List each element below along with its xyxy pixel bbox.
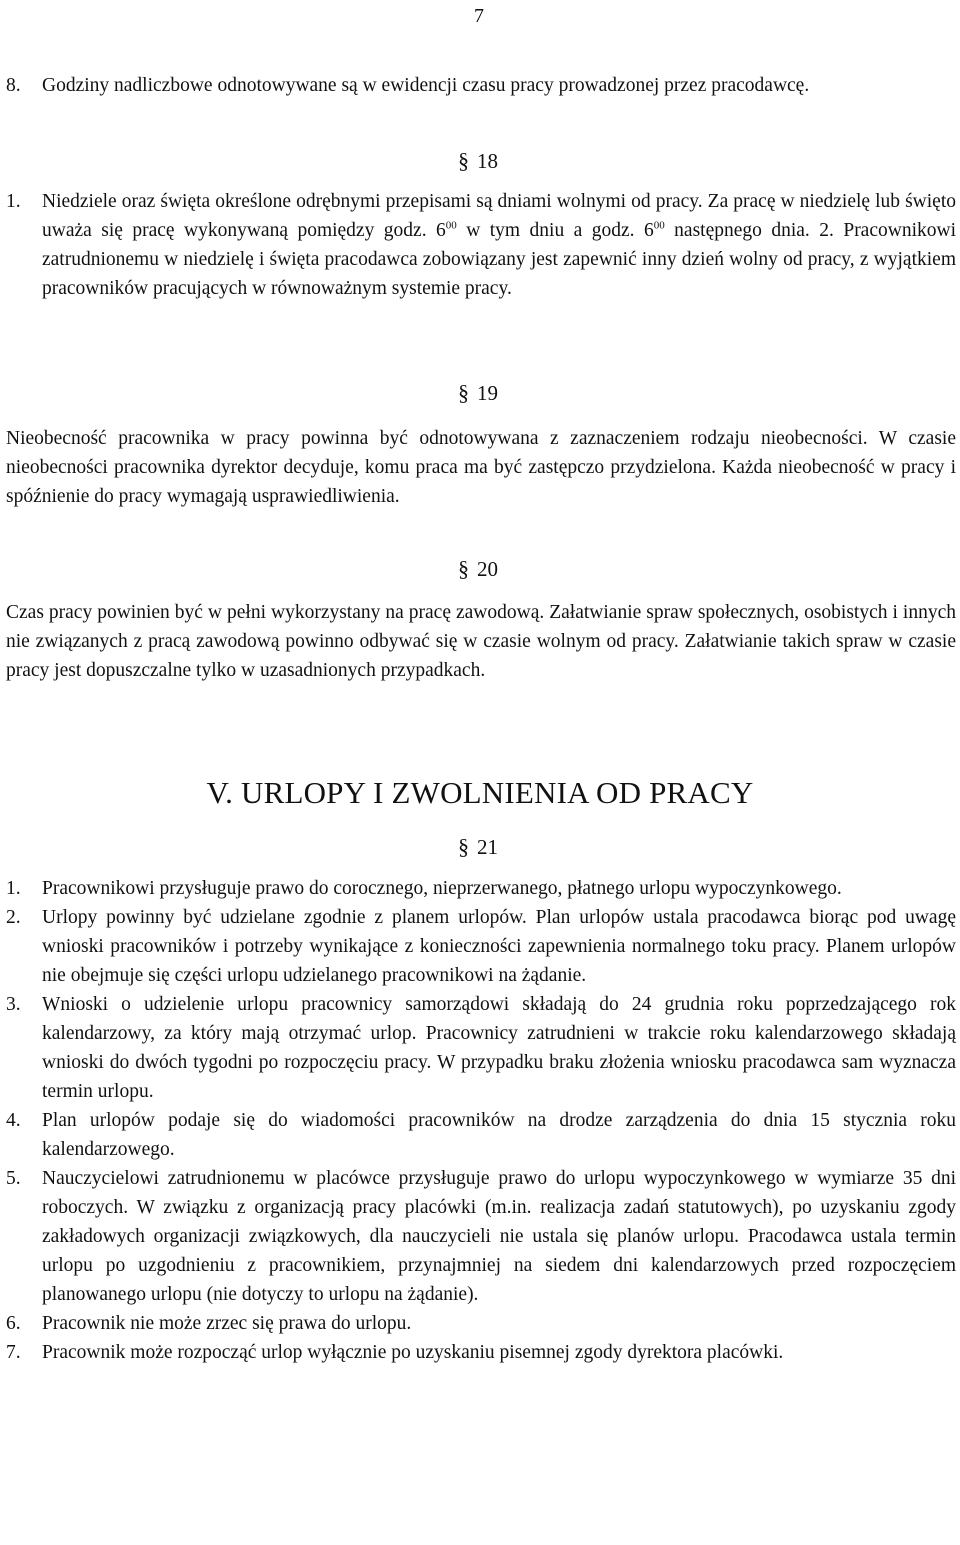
section-21-item xyxy=(6,1106,956,1164)
item-text: Nauczycielowi zatrudnionemu w placówce przysługuje prawo do urlopu wypoczynkowego w wymiarze 35 dni roboczych. W związku z organizacją pracy placówki (m.in. realizacja zadań statutowych), po uzyskaniu zgody zakładowych organizacji związkowych, dla nauczycieli nie ustala się planów urlopu. Pracodawca ustala termin urlopu po uzgodnieniu z pracownikiem, przynajmniej na siedem dni kalendarzowych przed rozpoczęciem planowanego urlopu (nie dotyczy to urlopu na żądanie). xyxy=(42,1168,956,1305)
item-number: 6. xyxy=(6,1313,21,1334)
item-text-end: następnego dnia. xyxy=(664,220,820,241)
item-text: Urlopy powinny być udzielane zgodnie z planem urlopów. Plan urlopów ustala pracodawca biorąc pod uwagę wnioski pracowników i potrzeby wynikające z konieczności zapewnienia normalnego toku pracy. Planem urlopów nie obejmuje się części urlopu udzielanego pracownikowi na żądanie. xyxy=(42,907,956,986)
section-18-body xyxy=(6,187,956,303)
item-number: 3. xyxy=(6,994,21,1015)
item-number: 7. xyxy=(6,1342,21,1363)
item-8 xyxy=(6,71,956,100)
section-number: 20 xyxy=(477,557,498,581)
item-text: Pracownikowi przysługuje prawo do corocznego, nieprzerwanego, płatnego urlopu wypoczynkowego. xyxy=(42,878,842,899)
section-number: 21 xyxy=(477,835,498,859)
section-20-heading xyxy=(458,554,498,584)
section-21-body xyxy=(6,874,956,1367)
section-21-heading xyxy=(458,832,498,862)
section-19-text: Nieobecność pracownika w pracy powinna być odnotowywana z zaznaczeniem rodzaju nieobecności. W czasie nieobecności pracownika dyrektor decyduje, komu praca ma być zastępczo przydzielona. Każda nieobecność w pracy i spóźnienie do pracy wymagają usprawiedliwienia. xyxy=(6,428,956,507)
item-text: Godziny nadliczbowe odnotowywane są w ewidencji czasu pracy prowadzonej przez pracodawcę. xyxy=(42,75,810,96)
item-number: 1. xyxy=(6,191,21,212)
item-text: Plan urlopów podaje się do wiadomości pracowników na drodze zarządzenia do dnia 15 stycznia roku kalendarzowego. xyxy=(42,1110,956,1160)
section-19-body xyxy=(6,424,956,511)
item-number: 1. xyxy=(6,878,21,899)
item-text: Wnioski o udzielenie urlopu pracownicy samorządowi składają do 24 grudnia roku poprzedzającego rok kalendarzowy, za który mają otrzymać urlop. Pracownicy zatrudnieni w trakcie roku kalendarzowego składają wnioski do dwóch tygodni po rozpoczęciu pracy. W przypadku braku złożenia wniosku pracodawca sam wyznacza termin urlopu. xyxy=(42,994,956,1102)
item-text: Niedziele oraz święta określone odrębnymi przepisami są dniami wolnymi od pracy. Za pracę w niedzielę lub święto uważa się pracę wykonywaną pomiędzy godz. 6 xyxy=(42,191,956,241)
item-number: 8. xyxy=(6,75,21,96)
page-number: 7 xyxy=(474,5,484,27)
section-21-item xyxy=(6,990,956,1106)
section-21-item xyxy=(6,903,956,990)
section-symbol: § xyxy=(458,380,469,405)
section-20-body xyxy=(6,598,956,685)
chapter-title: V. URLOPY I ZWOLNIENIA OD PRACY xyxy=(206,775,754,810)
section-number: 18 xyxy=(477,149,498,173)
item-number: 4. xyxy=(6,1110,21,1131)
section-19-heading xyxy=(458,378,498,408)
section-20-text: Czas pracy powinien być w pełni wykorzystany na pracę zawodową. Załatwianie spraw społecznych, osobistych i innych nie związanych z pracą zawodową powinno odbywać się w czasie wolnym od pracy. Załatwianie takich spraw w czasie pracy jest dopuszczalne tylko w uzasadnionych przypadkach. xyxy=(6,602,956,681)
section-symbol: § xyxy=(458,556,469,581)
section-symbol: § xyxy=(458,148,469,173)
inline-item-number: 2. xyxy=(819,220,834,241)
section-18-heading xyxy=(458,146,498,176)
section-number: 19 xyxy=(477,381,498,405)
section-symbol: § xyxy=(458,834,469,859)
inline-item-text: Pracownikowi zatrudnionemu w niedzielę i święta pracodawca zobowiązany jest zapewnić inny dzień wolny od pracy, z wyjątkiem pracowników pracujących w równoważnym systemie pracy. xyxy=(42,220,956,299)
item-text: Pracownik nie może zrzec się prawa do urlopu. xyxy=(42,1313,412,1334)
item-number: 5. xyxy=(6,1168,21,1189)
section-18-item-1 xyxy=(6,187,956,303)
section-21-item xyxy=(6,874,956,903)
section-21-item xyxy=(6,1338,956,1367)
item-text-cont: w tym dniu a godz. 6 xyxy=(456,220,654,241)
section-21-item xyxy=(6,1309,956,1338)
superscript: 00 xyxy=(653,219,665,232)
section-21-item xyxy=(6,1164,956,1309)
item-number: 2. xyxy=(6,907,21,928)
item-text: Pracownik może rozpocząć urlop wyłącznie po uzyskaniu pisemnej zgody dyrektora placówki. xyxy=(42,1342,784,1363)
superscript: 00 xyxy=(445,219,457,232)
